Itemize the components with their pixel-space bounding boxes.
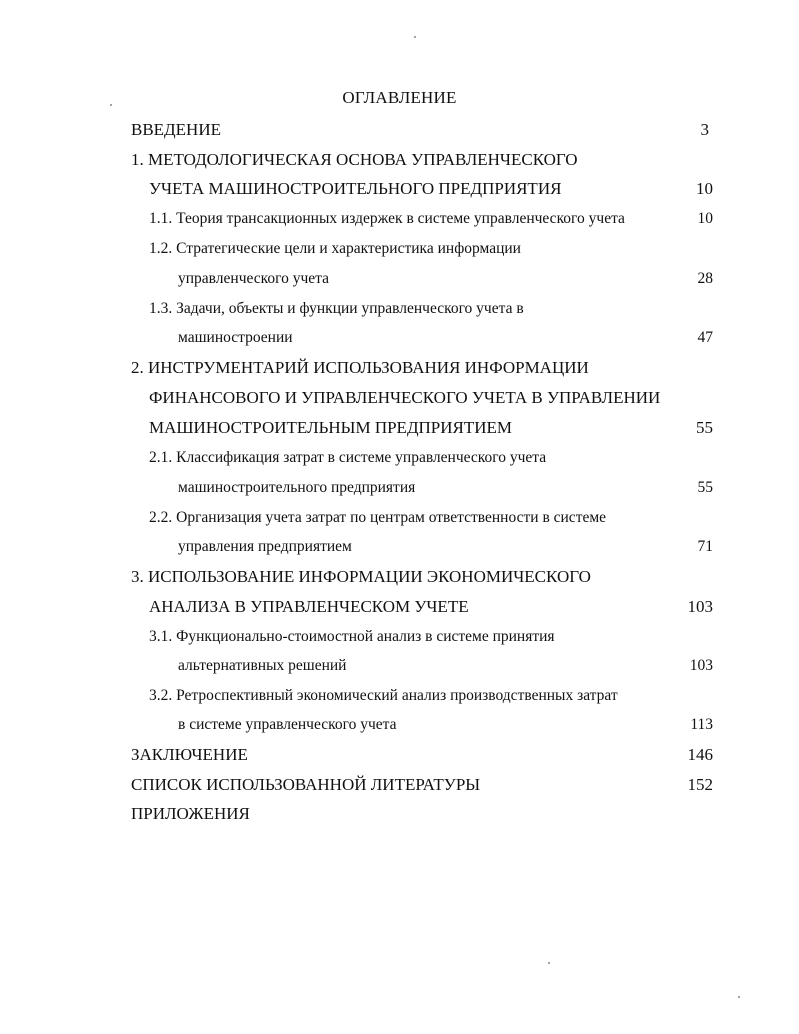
toc-entry-text: ФИНАНСОВОГО И УПРАВЛЕНЧЕСКОГО УЧЕТА В УПРАВЛЕНИИ	[149, 388, 661, 407]
toc-entry	[0, 297, 799, 321]
toc-entry-page: 28	[697, 270, 713, 287]
toc-entry	[0, 713, 799, 737]
toc-entry	[0, 802, 799, 826]
toc-entry-text: управленческого учета	[178, 270, 329, 287]
toc-entry	[0, 476, 799, 500]
toc-entry	[0, 743, 799, 767]
toc-entry-text: в системе управленческого учета	[178, 716, 397, 733]
toc-entry-text: 1.1. Теория трансакционных издержек в системе управленческого учета	[149, 210, 625, 227]
toc-entry-text: 3. ИСПОЛЬЗОВАНИЕ ИНФОРМАЦИИ ЭКОНОМИЧЕСКОГО	[131, 567, 591, 586]
toc-entry	[0, 535, 799, 559]
toc-entry-text: ПРИЛОЖЕНИЯ	[131, 804, 250, 823]
toc-entry	[0, 148, 799, 172]
scan-speck	[548, 962, 550, 964]
toc-entry-text: ЗАКЛЮЧЕНИЕ	[131, 745, 248, 764]
toc-entry-text: 1.3. Задачи, объекты и функции управленческого учета в	[149, 300, 524, 317]
toc-entry-page: 55	[697, 479, 713, 496]
toc-entry-text: 2.2. Организация учета затрат по центрам ответственности в системе	[149, 509, 607, 526]
toc-entry-text: СПИСОК ИСПОЛЬЗОВАННОЙ ЛИТЕРАТУРЫ	[131, 775, 481, 794]
toc-entry	[0, 386, 799, 410]
toc-entry-text: 3.1. Функционально-стоимостной анализ в системе принятия	[149, 628, 555, 645]
toc-entry-text: 2.1. Классификация затрат в системе управленческого учета	[149, 449, 547, 466]
toc-entry-text: 2. ИНСТРУМЕНТАРИЙ ИСПОЛЬЗОВАНИЯ ИНФОРМАЦИИ	[131, 358, 589, 377]
toc-entry	[0, 595, 799, 619]
scan-speck	[110, 104, 112, 106]
toc-entry	[0, 326, 799, 350]
toc-entry-page: 152	[687, 775, 713, 794]
toc-entry	[0, 446, 799, 470]
toc-entry-page: 3	[700, 120, 709, 139]
toc-entry-page: 47	[697, 329, 713, 346]
toc-entry	[0, 654, 799, 678]
toc-entry-text: АНАЛИЗА В УПРАВЛЕНЧЕСКОМ УЧЕТЕ	[149, 597, 469, 616]
toc-entry-text: машиностроении	[178, 329, 293, 346]
toc-entry	[0, 267, 799, 291]
toc-entry-page: 103	[687, 597, 713, 616]
toc-entry	[0, 773, 799, 797]
toc-entry	[0, 565, 799, 589]
toc-entry	[0, 177, 799, 201]
toc-entry-page: 55	[696, 418, 713, 437]
toc-entry-page: 113	[690, 716, 713, 733]
toc-entry-page: 71	[697, 538, 713, 555]
scan-speck	[414, 36, 416, 38]
toc-entry	[0, 237, 799, 261]
toc-entry-text: управления предприятием	[178, 538, 352, 555]
toc-entry-page: 10	[696, 179, 713, 198]
toc-entry	[0, 356, 799, 380]
toc-entry	[0, 207, 799, 231]
toc-title: ОГЛАВЛЕНИЕ	[342, 88, 457, 107]
toc-entry-text: ВВЕДЕНИЕ	[131, 120, 221, 139]
toc-entry-text: 1.2. Стратегические цели и характеристика информации	[149, 240, 521, 257]
toc-entry	[0, 625, 799, 649]
toc-entry-text: 3.2. Ретроспективный экономический анализ производственных затрат	[149, 687, 618, 704]
toc-entry-text: УЧЕТА МАШИНОСТРОИТЕЛЬНОГО ПРЕДПРИЯТИЯ	[149, 179, 562, 198]
toc-entry-page: 146	[687, 745, 713, 764]
toc-entry-text: МАШИНОСТРОИТЕЛЬНЫМ ПРЕДПРИЯТИЕМ	[149, 418, 513, 437]
scan-speck	[738, 996, 740, 998]
toc-entry	[0, 506, 799, 530]
toc-entry	[0, 416, 799, 440]
toc-entry-text: машиностроительного предприятия	[178, 479, 416, 496]
toc-entry-page: 103	[689, 657, 713, 674]
toc-entry-page: 10	[697, 210, 713, 227]
toc-entry	[0, 118, 799, 142]
toc-entry-text: альтернативных решений	[178, 657, 347, 674]
toc-entry	[0, 684, 799, 708]
toc-entry-text: 1. МЕТОДОЛОГИЧЕСКАЯ ОСНОВА УПРАВЛЕНЧЕСКОГО	[131, 150, 578, 169]
